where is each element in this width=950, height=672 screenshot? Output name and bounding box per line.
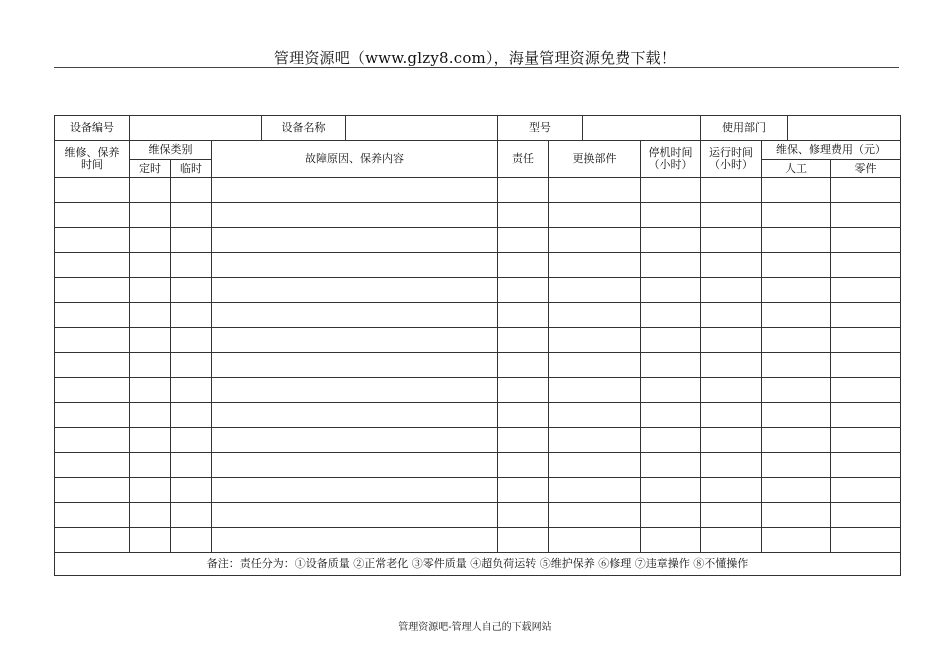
cell-maint-time[interactable] [55,328,130,353]
cell-scheduled[interactable] [130,253,171,278]
table-row [55,353,901,378]
cell-labor-cost[interactable] [762,328,831,353]
cell-replaced-parts[interactable] [549,428,641,453]
cell-parts-cost[interactable] [831,303,901,328]
cell-responsibility[interactable] [498,253,549,278]
cell-maint-time[interactable] [55,528,130,553]
cell-parts-cost[interactable] [831,453,901,478]
cell-temporary[interactable] [171,503,212,528]
cell-replaced-parts[interactable] [549,403,641,428]
cell-downtime[interactable] [641,328,701,353]
cell-replaced-parts[interactable] [549,353,641,378]
cell-cause-content[interactable] [212,228,498,253]
cell-labor-cost[interactable] [762,228,831,253]
cell-scheduled[interactable] [130,378,171,403]
cell-cause-content[interactable] [212,503,498,528]
cell-runtime[interactable] [701,378,762,403]
cell-maint-time[interactable] [55,428,130,453]
cell-replaced-parts[interactable] [549,303,641,328]
cell-temporary[interactable] [171,203,212,228]
header-maint-type: 维保类别 [130,141,212,160]
cell-parts-cost[interactable] [831,353,901,378]
header-cause-content: 故障原因、保养内容 [212,141,498,178]
cell-parts-cost[interactable] [831,503,901,528]
cell-cause-content[interactable] [212,278,498,303]
cell-cause-content[interactable] [212,253,498,278]
header-maint-time [55,141,130,178]
cell-parts-cost[interactable] [831,528,901,553]
cell-temporary[interactable] [171,428,212,453]
note-text: 备注：责任分为：①设备质量 ②正常老化 ③零件质量 ④超负荷运转 ⑤维护保养 ⑥修理 ⑦违章操作 ⑧不懂操作 [55,553,901,576]
header-cost: 维保、修理费用（元） [762,141,901,160]
cell-scheduled[interactable] [130,478,171,503]
cell-downtime[interactable] [641,478,701,503]
table-row [55,203,901,228]
cell-runtime[interactable] [701,403,762,428]
cell-scheduled[interactable] [130,278,171,303]
cell-runtime[interactable] [701,178,762,203]
cell-cause-content[interactable] [212,403,498,428]
cell-responsibility[interactable] [498,428,549,453]
cell-temporary[interactable] [171,528,212,553]
cell-downtime[interactable] [641,403,701,428]
cell-responsibility[interactable] [498,278,549,303]
header-divider [54,67,899,68]
cell-scheduled[interactable] [130,303,171,328]
cell-replaced-parts[interactable] [549,178,641,203]
cell-scheduled[interactable] [130,403,171,428]
cell-labor-cost[interactable] [762,278,831,303]
department-label: 使用部门 [701,116,788,141]
header-responsibility: 责任 [498,141,549,178]
cell-runtime[interactable] [701,353,762,378]
cell-cause-content[interactable] [212,428,498,453]
cell-maint-time[interactable] [55,378,130,403]
table-row [55,303,901,328]
cell-replaced-parts[interactable] [549,478,641,503]
cell-parts-cost[interactable] [831,428,901,453]
cell-responsibility[interactable] [498,478,549,503]
cell-maint-time[interactable] [55,503,130,528]
cell-labor-cost[interactable] [762,378,831,403]
cell-maint-time[interactable] [55,403,130,428]
cell-responsibility[interactable] [498,403,549,428]
table-row [55,478,901,503]
cell-runtime[interactable] [701,203,762,228]
cell-temporary[interactable] [171,278,212,303]
cell-cause-content[interactable] [212,478,498,503]
table-row [55,503,901,528]
cell-scheduled[interactable] [130,328,171,353]
header-temporary: 临时 [171,160,212,178]
cell-replaced-parts[interactable] [549,203,641,228]
cell-labor-cost[interactable] [762,353,831,378]
table-row [55,253,901,278]
header-replaced-parts: 更换部件 [549,141,641,178]
cell-runtime[interactable] [701,278,762,303]
cell-maint-time[interactable] [55,228,130,253]
cell-cause-content[interactable] [212,328,498,353]
cell-scheduled[interactable] [130,353,171,378]
cell-downtime[interactable] [641,303,701,328]
cell-labor-cost[interactable] [762,528,831,553]
model-label: 型号 [498,116,583,141]
cell-runtime[interactable] [701,528,762,553]
cell-replaced-parts[interactable] [549,528,641,553]
cell-scheduled[interactable] [130,228,171,253]
cell-cause-content[interactable] [212,453,498,478]
cell-responsibility[interactable] [498,178,549,203]
cell-responsibility[interactable] [498,228,549,253]
cell-labor-cost[interactable] [762,253,831,278]
cell-maint-time[interactable] [55,178,130,203]
cell-replaced-parts[interactable] [549,453,641,478]
cell-runtime[interactable] [701,478,762,503]
cell-maint-time[interactable] [55,478,130,503]
header-maint-time-line2: 时间 [81,158,103,171]
table-row [55,428,901,453]
cell-downtime[interactable] [641,378,701,403]
cell-maint-time[interactable] [55,203,130,228]
cell-runtime[interactable] [701,328,762,353]
cell-labor-cost[interactable] [762,403,831,428]
cell-replaced-parts[interactable] [549,278,641,303]
cell-runtime[interactable] [701,428,762,453]
cell-responsibility[interactable] [498,303,549,328]
cell-temporary[interactable] [171,253,212,278]
cell-cause-content[interactable] [212,178,498,203]
cell-labor-cost[interactable] [762,478,831,503]
model-field[interactable] [583,116,701,141]
cell-maint-time[interactable] [55,253,130,278]
table-row [55,278,901,303]
cell-temporary[interactable] [171,178,212,203]
cell-runtime[interactable] [701,253,762,278]
cell-labor-cost[interactable] [762,453,831,478]
cell-parts-cost[interactable] [831,253,901,278]
header-runtime [701,141,762,178]
cell-labor-cost[interactable] [762,178,831,203]
table-row [55,403,901,428]
cell-cause-content[interactable] [212,303,498,328]
maintenance-record-form [54,115,900,576]
cell-labor-cost[interactable] [762,203,831,228]
cell-responsibility[interactable] [498,528,549,553]
cell-temporary[interactable] [171,228,212,253]
cell-responsibility[interactable] [498,328,549,353]
cell-replaced-parts[interactable] [549,503,641,528]
record-rows [55,178,901,553]
cell-runtime[interactable] [701,503,762,528]
header-scheduled: 定时 [130,160,171,178]
table-row [55,453,901,478]
cell-downtime[interactable] [641,228,701,253]
cell-replaced-parts[interactable] [549,328,641,353]
cell-temporary[interactable] [171,478,212,503]
cell-runtime[interactable] [701,453,762,478]
header-parts: 零件 [831,160,901,178]
cell-downtime[interactable] [641,253,701,278]
cell-temporary[interactable] [171,353,212,378]
cell-responsibility[interactable] [498,353,549,378]
cell-scheduled[interactable] [130,503,171,528]
table-row [55,528,901,553]
cell-responsibility[interactable] [498,503,549,528]
cell-runtime[interactable] [701,303,762,328]
cell-responsibility[interactable] [498,453,549,478]
header-runtime-line2: （小时） [709,158,754,171]
equipment-name-field[interactable] [346,116,498,141]
cell-maint-time[interactable] [55,303,130,328]
header-downtime-line2: （小时） [648,158,693,171]
header-maint-time-line1: 维修、保养 [64,146,120,159]
cell-downtime[interactable] [641,353,701,378]
cell-temporary[interactable] [171,328,212,353]
cell-downtime[interactable] [641,503,701,528]
table-row [55,178,901,203]
cell-downtime[interactable] [641,178,701,203]
cell-temporary[interactable] [171,378,212,403]
cell-downtime[interactable] [641,203,701,228]
cell-responsibility[interactable] [498,378,549,403]
header-downtime-line1: 停机时间 [648,146,693,159]
page-footer: 管理资源吧-管理人自己的下载网站 [398,622,552,633]
cell-parts-cost[interactable] [831,228,901,253]
cell-downtime[interactable] [641,453,701,478]
cell-parts-cost[interactable] [831,378,901,403]
cell-cause-content[interactable] [212,353,498,378]
cell-scheduled[interactable] [130,178,171,203]
note-row [55,553,901,576]
cell-scheduled[interactable] [130,203,171,228]
cell-replaced-parts[interactable] [549,378,641,403]
cell-replaced-parts[interactable] [549,228,641,253]
cell-parts-cost[interactable] [831,203,901,228]
cell-parts-cost[interactable] [831,403,901,428]
equipment-no-field[interactable] [130,116,262,141]
cell-scheduled[interactable] [130,428,171,453]
cell-maint-time[interactable] [55,453,130,478]
header-downtime [641,141,701,178]
cell-cause-content[interactable] [212,528,498,553]
cell-cause-content[interactable] [212,203,498,228]
maintenance-record-table [54,115,901,576]
table-row [55,228,901,253]
cell-parts-cost[interactable] [831,478,901,503]
department-field[interactable] [788,116,901,141]
cell-temporary[interactable] [171,453,212,478]
cell-labor-cost[interactable] [762,503,831,528]
cell-temporary[interactable] [171,403,212,428]
cell-labor-cost[interactable] [762,428,831,453]
header-labor: 人工 [762,160,831,178]
header-row-1 [55,141,901,160]
cell-responsibility[interactable] [498,203,549,228]
equipment-info-row [55,116,901,141]
cell-replaced-parts[interactable] [549,253,641,278]
page-header-title: 管理资源吧（www.glzy8.com），海量管理资源免费下载！ [273,49,677,67]
cell-parts-cost[interactable] [831,328,901,353]
equipment-no-label: 设备编号 [55,116,130,141]
cell-parts-cost[interactable] [831,278,901,303]
cell-maint-time[interactable] [55,278,130,303]
cell-labor-cost[interactable] [762,303,831,328]
cell-maint-time[interactable] [55,353,130,378]
header-runtime-line1: 运行时间 [709,146,754,159]
cell-cause-content[interactable] [212,378,498,403]
cell-runtime[interactable] [701,228,762,253]
cell-scheduled[interactable] [130,528,171,553]
table-row [55,378,901,403]
cell-scheduled[interactable] [130,453,171,478]
cell-temporary[interactable] [171,303,212,328]
cell-downtime[interactable] [641,428,701,453]
cell-downtime[interactable] [641,528,701,553]
equipment-name-label: 设备名称 [262,116,346,141]
cell-parts-cost[interactable] [831,178,901,203]
table-row [55,328,901,353]
cell-downtime[interactable] [641,278,701,303]
